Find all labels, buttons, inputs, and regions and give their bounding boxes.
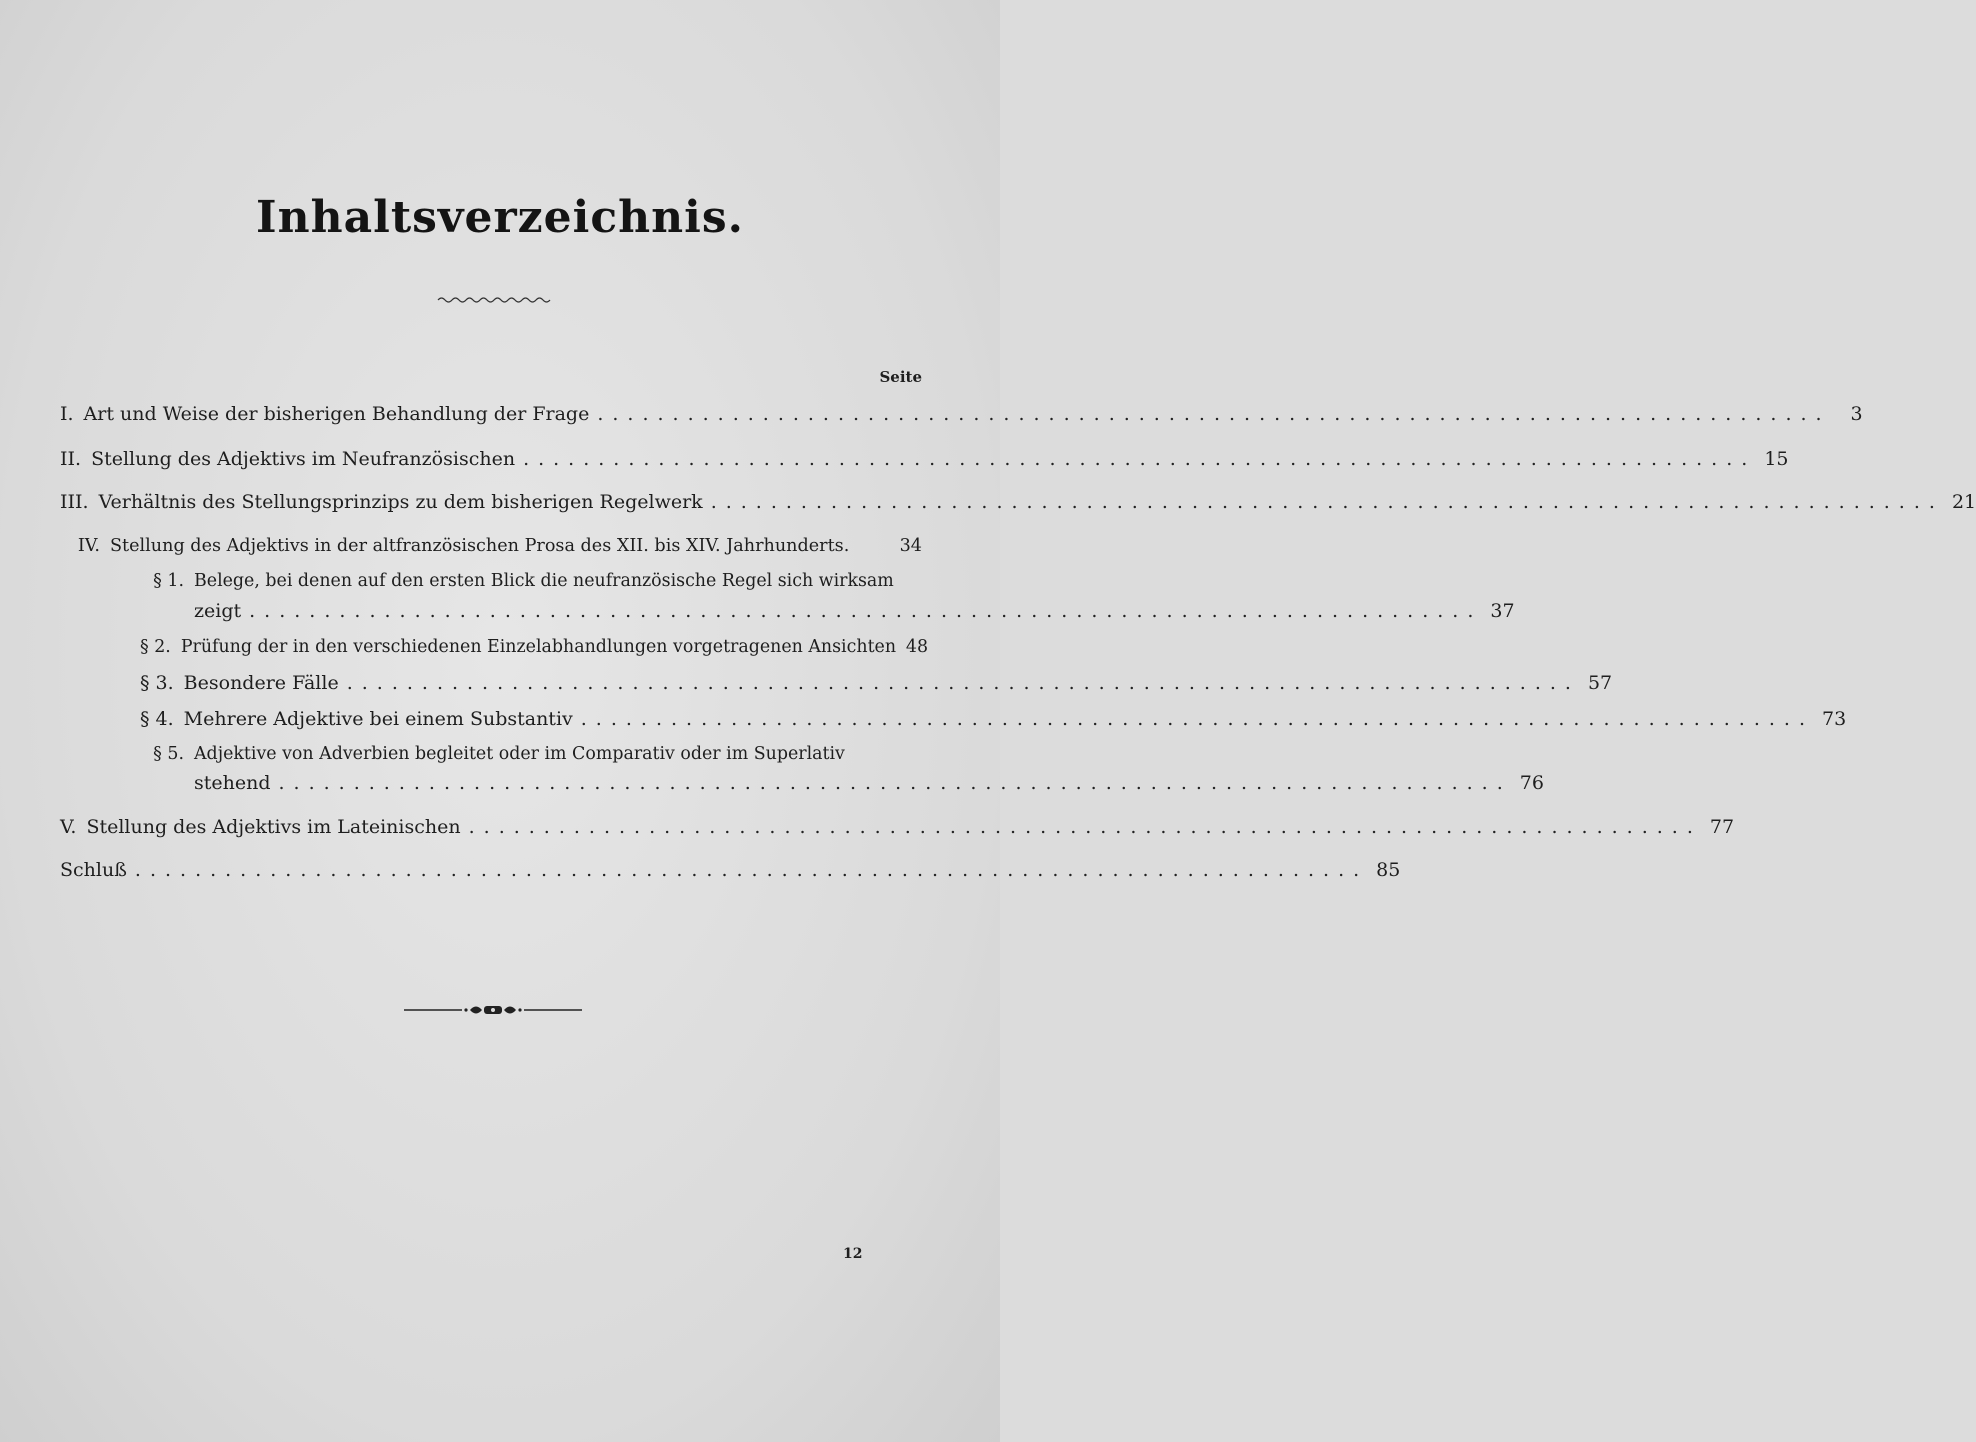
entry-title: Belege, bei denen auf den ersten Blick die neufranzösische Regel sich wirksam (194, 571, 894, 591)
entry-page: 73 (1822, 708, 1847, 730)
entry-number: § 2. (140, 637, 171, 657)
entry-number: § 5. (153, 744, 184, 764)
entry-page: 77 (1709, 816, 1735, 838)
toc-entry (60, 446, 1789, 472)
entry-number: II. (60, 448, 82, 470)
entry-title: Stellung des Adjektivs im Lateinischen (86, 816, 461, 838)
toc-entry (140, 741, 922, 767)
dot-leader: .................................................................................. (249, 600, 1483, 622)
entry-title: Mehrere Adjektive bei einem Substantiv (183, 708, 573, 730)
dot-leader: .................................................................................. (278, 772, 1512, 794)
entry-page: 76 (1519, 772, 1544, 794)
toc-entry (140, 568, 922, 594)
entry-title: Besondere Fälle (183, 672, 339, 694)
dot-leader: .................................................................................. (710, 491, 1944, 513)
entry-page: 21 (1951, 491, 1976, 513)
entry-number: § 3. (140, 672, 174, 694)
signature-mark: 12 (843, 1246, 863, 1262)
end-ornament (404, 998, 582, 1022)
toc-entry (60, 533, 922, 559)
entry-page: 48 (905, 637, 929, 657)
entry-number: § 1. (153, 571, 184, 591)
entry-title: Adjektive von Adverbien begleitet oder im Comparativ oder im Superlativ (194, 744, 845, 764)
entry-number: § 4. (140, 708, 174, 730)
toc-entry-continuation (194, 598, 1515, 624)
entry-title-continuation: stehend (194, 772, 271, 794)
entry-page: 15 (1764, 448, 1789, 470)
entry-title: Stellung des Adjektivs in der altfranzösischen Prosa des XII. bis XIV. Jahrhunderts. (110, 536, 850, 556)
entry-title: Verhältnis des Stellungsprinzips zu dem bisherigen Regelwerk (98, 491, 703, 513)
entry-number: V. (60, 816, 77, 838)
dot-leader: .................................................................................. (580, 708, 1815, 730)
entry-page: 37 (1490, 600, 1515, 622)
toc-entry (140, 634, 929, 660)
toc-entry-continuation (194, 770, 1544, 796)
entry-title: Art und Weise der bisherigen Behandlung der Frage (83, 403, 590, 425)
toc-entry (60, 401, 1863, 427)
wavy-rule-ornament (438, 296, 550, 304)
dot-leader: .................................................................................. (346, 672, 1580, 694)
toc-entry (140, 706, 1847, 732)
dot-leader: .................................................................................. (597, 403, 1831, 425)
page-title: Inhaltsverzeichnis. (256, 192, 744, 243)
page-column-header: Seite (879, 368, 922, 386)
entry-page: 57 (1587, 672, 1613, 694)
dot-leader: .................................................................................. (468, 816, 1702, 838)
entry-title: Schluß (60, 859, 127, 881)
entry-title: Stellung des Adjektivs im Neufranzösischen (91, 448, 516, 470)
toc-entry (60, 489, 1976, 515)
entry-page: 3 (1850, 403, 1863, 425)
entry-page: 34 (899, 536, 922, 556)
entry-number: III. (60, 491, 89, 513)
entry-page: 85 (1376, 859, 1401, 881)
dot-leader: .................................................................................. (523, 448, 1757, 470)
toc-entry (60, 857, 1401, 883)
dot-leader: .................................................................................. (134, 859, 1369, 881)
entry-title: Prüfung der in den verschiedenen Einzelabhandlungen vorgetragenen Ansichten (180, 637, 897, 657)
entry-number: IV. (77, 536, 100, 556)
entry-number: I. (60, 403, 74, 425)
entry-title-continuation: zeigt (194, 600, 242, 622)
toc-entry (60, 814, 1735, 840)
toc-entry (140, 670, 1613, 696)
